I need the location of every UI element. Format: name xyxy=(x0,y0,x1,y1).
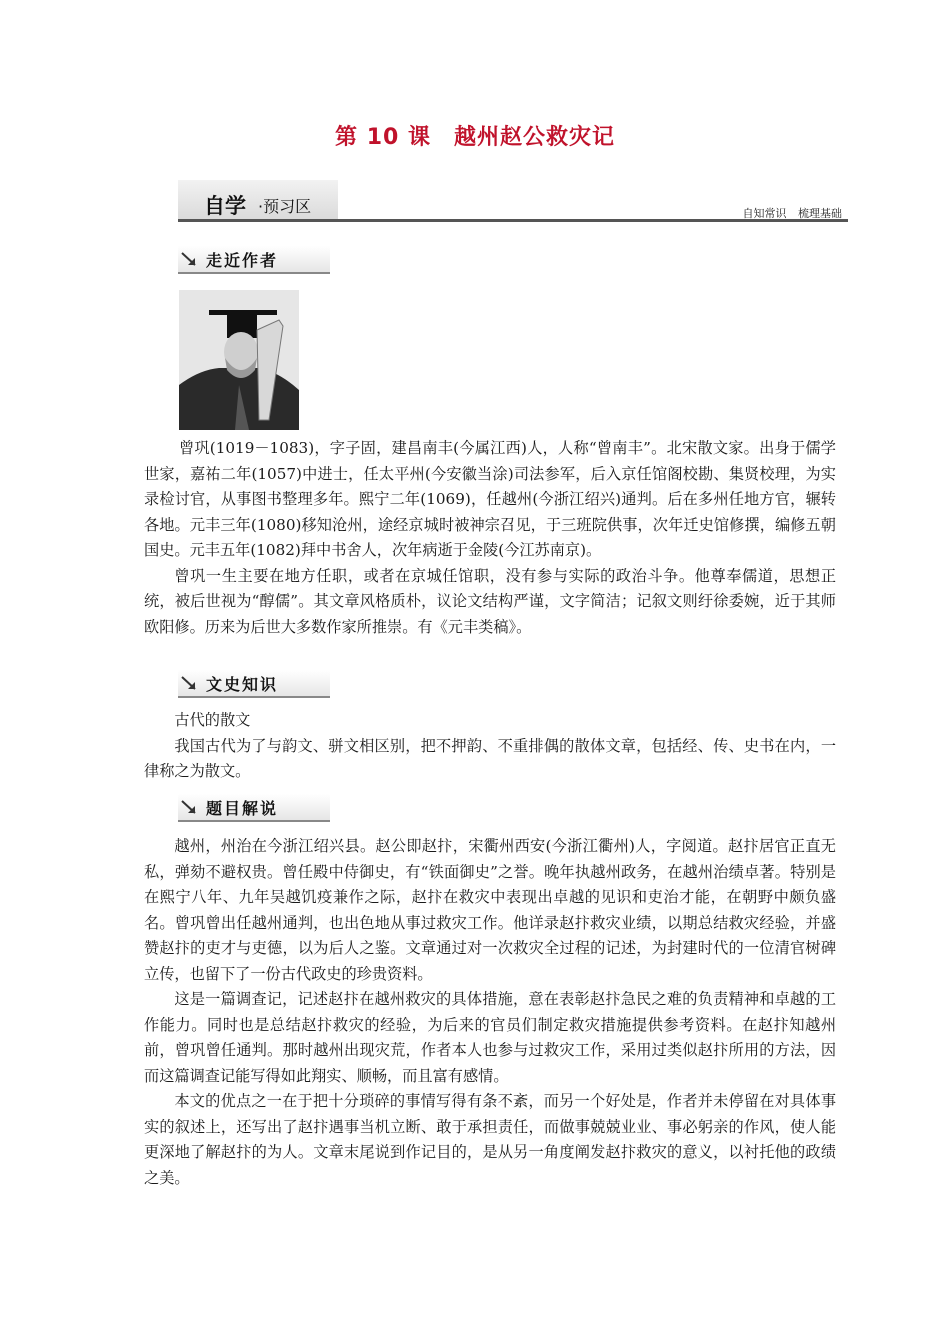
explain-text xyxy=(144,834,836,1191)
section-title: 题目解说 xyxy=(206,799,279,818)
knowledge-text xyxy=(144,708,836,785)
section-title: 走近作者 xyxy=(206,251,279,270)
paragraph: 本文的优点之一在于把十分琐碎的事情写得有条不紊，而另一个好处是，作者并未停留在对具体事实的叙述上，还写出了赵抃遇事当机立断、敢于承担责任，而做事兢兢业业、事必躬亲的作风，使人能更深地了解赵抃的为人。文章末尾说到作记目的，是从另一角度阐发赵抃救灾的意义，以衬托他的政绩之美。 xyxy=(144,1092,836,1187)
paragraph: 我国古代为了与韵文、骈文相区别，把不押韵、不重排偶的散体文章，包括经、传、史书在内，一律称之为散文。 xyxy=(144,736,836,780)
diagonal-arrow-icon xyxy=(180,250,198,268)
paragraph: 曾巩(1019－1083)，字子固，建昌南丰(今属江西)人，人称“曾南丰”。北宋散文家。出身于儒学世家，嘉祐二年(1057)中进士，任太平州(今安徽当涂)司法参军，后入京任馆阁校勘、集贤校理，为实录检讨官，从事图书整理多年。熙宁二年(1069)，任越州(今浙江绍兴)通判。后在多州任地方官，辗转各地。元丰三年(1080)移知沧州，途经京城时被神宗召见，于三班院供事，次年迁史馆修撰，编修五朝国史。元丰五年(1082)拜中书舍人，次年病逝于金陵(今江苏南京)。 xyxy=(144,439,836,559)
portrait-image xyxy=(179,290,299,430)
section-heading-author xyxy=(178,246,330,274)
diagonal-arrow-icon xyxy=(180,674,198,692)
section-heading-explain xyxy=(178,794,330,822)
author-portrait xyxy=(179,290,299,430)
knowledge-subtitle: 古代的散文 xyxy=(174,711,251,729)
diagonal-arrow-icon xyxy=(180,798,198,816)
section-banner xyxy=(178,180,848,222)
paragraph: 越州，州治在今浙江绍兴县。赵公即赵抃，宋衢州西安(今浙江衢州)人，字阅道。赵抃居官正直无私，弹劾不避权贵。曾任殿中侍御史，有“铁面御史”之誉。晚年执越州政务，在越州治绩卓著。特别是在熙宁八年、九年吴越饥疫兼作之际，赵抃在救灾中表现出卓越的见识和吏治才能，在朝野中颇负盛名。曾巩曾出任越州通判，也出色地从事过救灾工作。他详录赵抃救灾业绩，以期总结救灾经验，并盛赞赵抃的吏才与吏德，以为后人之鉴。文章通过对一次救灾全过程的记述，为封建时代的一位清官树碑立传，也留下了一份古代政史的珍贵资料。 xyxy=(144,837,836,983)
paragraph: 这是一篇调查记，记述赵抃在越州救灾的具体措施，意在表彰赵抃急民之难的负责精神和卓越的工作能力。同时也是总结赵抃救灾的经验，为后来的官员们制定救灾措施提供参考资料。在赵抃知越州前，曾巩曾任通判。那时越州出现灾荒，作者本人也参与过救灾工作，采用过类似赵抃所用的方法，因而这篇调查记能写得如此翔实、顺畅，而且富有感情。 xyxy=(144,990,836,1085)
section-title: 文史知识 xyxy=(206,675,279,694)
banner-main-label: 自学 xyxy=(204,194,246,218)
banner-right-label: 自知常识 梳理基础 xyxy=(742,207,842,220)
section-heading-knowledge xyxy=(178,670,330,698)
page-title: 第 10 课 越州赵公救灾记 xyxy=(335,125,615,150)
banner-sub-label: ·预习区 xyxy=(258,197,312,216)
paragraph: 曾巩一生主要在地方任职，或者在京城任馆职，没有参与实际的政治斗争。他尊奉儒道，思想正统，被后世视为“醇儒”。其文章风格质朴，议论文结构严谨，文字简洁；记叙文则纡徐委婉，近于其师欧阳修。历来为后世大多数作家所推崇。有《元丰类稿》。 xyxy=(144,566,836,636)
author-text xyxy=(144,436,836,640)
